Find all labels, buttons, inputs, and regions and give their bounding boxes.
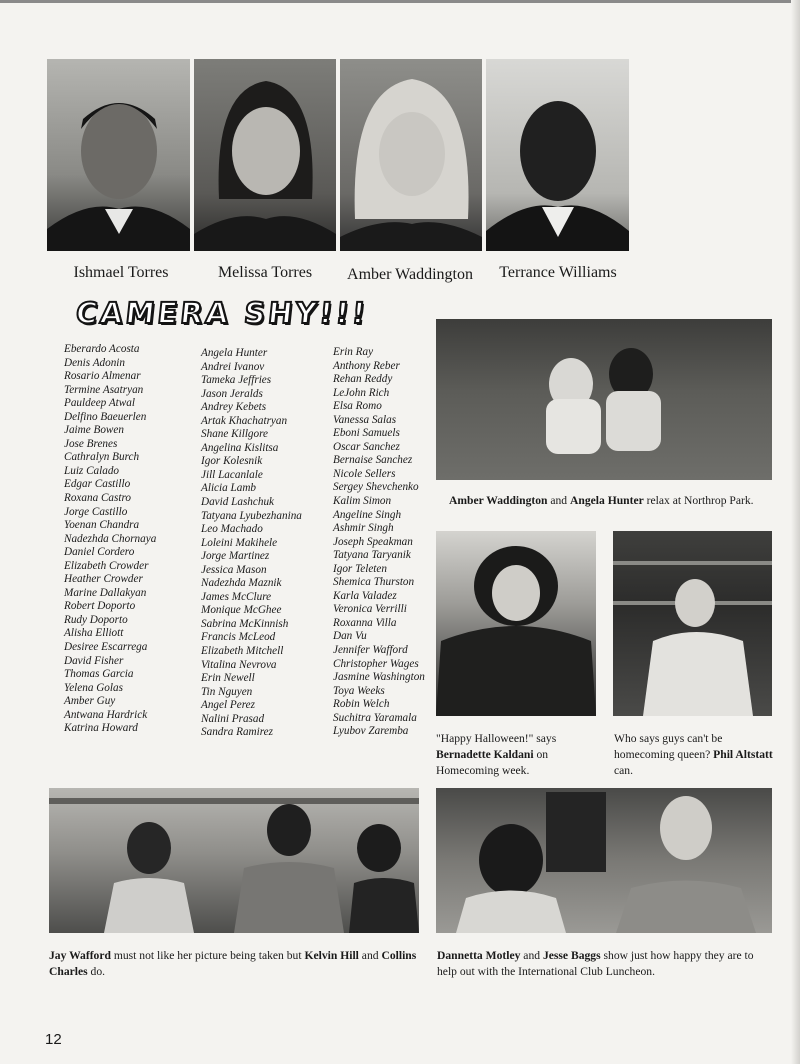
park-photo: [436, 319, 772, 480]
caption-picture-name-1: Jay Wafford: [49, 949, 111, 962]
camera-shy-name: Termine Asatryan: [64, 383, 144, 396]
name-column-3: [333, 346, 425, 739]
camera-shy-name: Ashmir Singh: [333, 522, 394, 535]
camera-shy-name: Veronica Verrilli: [333, 603, 407, 616]
camera-shy-name: Suchitra Yaramala: [333, 711, 417, 724]
camera-shy-name: Joseph Speakman: [333, 535, 413, 548]
camera-shy-name: Rudy Doporto: [64, 613, 128, 626]
camera-shy-name: Jorge Martinez: [201, 550, 270, 563]
camera-shy-name: LeJohn Rich: [333, 386, 390, 399]
camera-shy-name: Karla Valadez: [333, 589, 397, 602]
camera-shy-name: Eboni Samuels: [333, 427, 400, 440]
camera-shy-name: James McClure: [201, 590, 272, 603]
camera-shy-name: Jill Lacanlale: [201, 468, 263, 481]
camera-shy-name: Nadezhda Maznik: [201, 577, 282, 590]
camera-shy-name: Roxana Castro: [64, 492, 132, 505]
camera-shy-name: Nicole Sellers: [333, 467, 396, 480]
camera-shy-name: Oscar Sanchez: [333, 440, 400, 453]
camera-shy-name: Roxanna Villa: [333, 616, 397, 629]
portrait-photo-4: [486, 59, 629, 251]
camera-shy-name: Denis Adonin: [64, 356, 126, 369]
luncheon-figures: [436, 788, 772, 933]
camera-shy-name: Kalim Simon: [333, 495, 392, 508]
top-rule: [0, 0, 800, 3]
page-number: 12: [45, 1031, 62, 1048]
page-edge: [791, 0, 800, 1064]
camera-shy-name: Alisha Elliott: [64, 627, 124, 640]
caption-homecoming: Who says guys can't be homecoming queen? Phil Altstatt can.: [614, 732, 773, 777]
classroom-figures: [49, 788, 419, 933]
classroom-photo: [49, 788, 419, 933]
camera-shy-name: Eberardo Acosta: [64, 343, 140, 355]
camera-shy-name: Vitalina Nevrova: [201, 658, 277, 671]
camera-shy-name: Edgar Castillo: [64, 478, 131, 491]
portrait-figure: [340, 59, 482, 251]
camera-shy-name: Thomas Garcia: [64, 668, 134, 681]
camera-shy-name: Artak Khachatryan: [201, 414, 288, 427]
camera-shy-name: Shane Killgore: [201, 428, 269, 441]
camera-shy-name: David Fisher: [64, 654, 124, 667]
camera-shy-name: Sergey Shevchenko: [333, 481, 419, 494]
camera-shy-name: Andrey Kebets: [201, 401, 267, 414]
camera-shy-name: Marine Dallakyan: [64, 586, 147, 599]
camera-shy-name: Delfino Baeuerlen: [64, 410, 147, 423]
camera-shy-name: Rosario Almenar: [64, 370, 141, 383]
halloween-photo: [436, 531, 596, 716]
camera-shy-name: Jessica Mason: [201, 563, 267, 576]
homecoming-figure: [613, 531, 772, 716]
camera-shy-name: Robert Doporto: [64, 600, 136, 613]
camera-shy-name: Sandra Ramirez: [201, 726, 273, 739]
camera-shy-name: Jose Brenes: [64, 437, 118, 450]
caption-luncheon-name-2: Jesse Baggs: [542, 949, 601, 962]
portrait-name-1: Ishmael Torres: [73, 264, 169, 281]
camera-shy-name: Tin Nguyen: [201, 685, 253, 698]
camera-shy-name: Katrina Howard: [64, 722, 138, 735]
name-column-2: [201, 347, 302, 740]
caption-halloween-name: Bernadette Kaldani: [436, 748, 534, 761]
name-column-1: [64, 343, 156, 736]
camera-shy-name: Erin Ray: [333, 346, 374, 358]
camera-shy-name: Rehan Reddy: [333, 373, 393, 386]
caption-picture-name-2: Kelvin Hill: [304, 949, 359, 962]
camera-shy-name: Loleini Makihele: [201, 536, 278, 549]
camera-shy-name: Tatyana Lyubezhanina: [201, 509, 302, 522]
camera-shy-name: Cathralyn Burch: [64, 451, 140, 464]
caption-luncheon: Dannetta Motley and Jesse Baggs show just how happy they are to help out with the International Club Luncheon.: [437, 949, 754, 978]
camera-shy-name: Jaime Bowen: [64, 424, 124, 437]
caption-halloween: "Happy Halloween!" says Bernadette Kaldani on Homecoming week.: [436, 732, 557, 777]
camera-shy-name: Lyubov Zaremba: [333, 725, 409, 738]
caption-park-name-1: Amber Waddington: [449, 494, 548, 507]
camera-shy-name: Igor Teleten: [333, 562, 387, 575]
camera-shy-name: Shemica Thurston: [333, 576, 415, 589]
camera-shy-name: Amber Guy: [64, 695, 116, 708]
halloween-figure: [436, 531, 596, 716]
camera-shy-name: Monique McGhee: [201, 604, 282, 617]
camera-shy-name: Angel Perez: [201, 699, 255, 712]
portrait-photo-3: [340, 59, 482, 251]
portrait-photo-1: [47, 59, 190, 251]
camera-shy-name: Toya Weeks: [333, 684, 385, 697]
camera-shy-name: Angeline Singh: [333, 508, 402, 521]
portrait-figure: [194, 59, 336, 251]
camera-shy-name: Jennifer Wafford: [333, 644, 408, 657]
caption-luncheon-name-1: Dannetta Motley: [437, 949, 521, 962]
camera-shy-name: Jason Jeralds: [201, 387, 263, 400]
portrait-name-2: Melissa Torres: [217, 264, 313, 281]
portrait-figure: [47, 59, 190, 251]
camera-shy-name: Robin Welch: [333, 698, 390, 711]
camera-shy-name: Yelena Golas: [64, 681, 123, 694]
camera-shy-name: Christopher Wages: [333, 657, 419, 670]
camera-shy-name: Elsa Romo: [333, 400, 382, 413]
caption-homecoming-name: Phil Altstatt: [713, 748, 773, 761]
portrait-name-4: Terrance Williams: [499, 264, 617, 281]
portrait-name-3: Amber Waddington: [347, 266, 473, 283]
caption-park: Amber Waddington and Angela Hunter relax at Northrop Park.: [449, 494, 754, 507]
camera-shy-name: Igor Kolesnik: [201, 455, 263, 468]
camera-shy-name: Luiz Calado: [64, 464, 120, 477]
camera-shy-name: Tameka Jeffries: [201, 374, 272, 387]
camera-shy-name: Nalini Prasad: [201, 712, 265, 725]
camera-shy-name: Angela Hunter: [201, 347, 268, 359]
camera-shy-name: Francis McLeod: [201, 631, 276, 644]
camera-shy-name: Andrei Ivanov: [201, 360, 265, 373]
portrait-figure: [486, 59, 629, 251]
luncheon-photo: [436, 788, 772, 933]
camera-shy-name: Jasmine Washington: [333, 671, 425, 684]
camera-shy-name: Vanessa Salas: [333, 413, 397, 426]
camera-shy-name: Jorge Castillo: [64, 505, 128, 518]
camera-shy-name: David Lashchuk: [201, 496, 275, 509]
camera-shy-name: Yoenan Chandra: [64, 519, 140, 532]
camera-shy-name: Desiree Escarrega: [64, 641, 148, 654]
section-title: CAMERA SHY!!!: [74, 296, 370, 330]
camera-shy-name: Tatyana Taryanik: [333, 549, 411, 562]
camera-shy-name: Pauldeep Atwal: [64, 397, 135, 410]
camera-shy-name: Bernaise Sanchez: [333, 454, 413, 467]
camera-shy-name: Alicia Lamb: [201, 482, 257, 495]
camera-shy-name: Antwana Hardrick: [64, 708, 148, 721]
camera-shy-name: Dan Vu: [333, 630, 367, 643]
camera-shy-name: Leo Machado: [201, 523, 263, 536]
camera-shy-name: Anthony Reber: [333, 359, 400, 372]
caption-picture-name-3: Collins Charles: [49, 949, 417, 978]
camera-shy-name: Heather Crowder: [64, 573, 143, 586]
camera-shy-name: Nadezhda Chornaya: [64, 532, 157, 545]
camera-shy-name: Elizabeth Crowder: [64, 559, 149, 572]
camera-shy-name: Erin Newell: [201, 672, 255, 685]
caption-picture: Jay Wafford must not like her picture being taken but Kelvin Hill and Collins Charles do.: [49, 949, 417, 978]
camera-shy-name: Elizabeth Mitchell: [201, 645, 284, 658]
camera-shy-name: Angelina Kislitsa: [201, 441, 279, 454]
caption-park-name-2: Angela Hunter: [570, 494, 644, 507]
camera-shy-name: Daniel Cordero: [64, 546, 135, 559]
camera-shy-name: Sabrina McKinnish: [201, 617, 289, 630]
homecoming-photo: [613, 531, 772, 716]
park-figures: [436, 319, 772, 480]
portrait-photo-2: [194, 59, 336, 251]
